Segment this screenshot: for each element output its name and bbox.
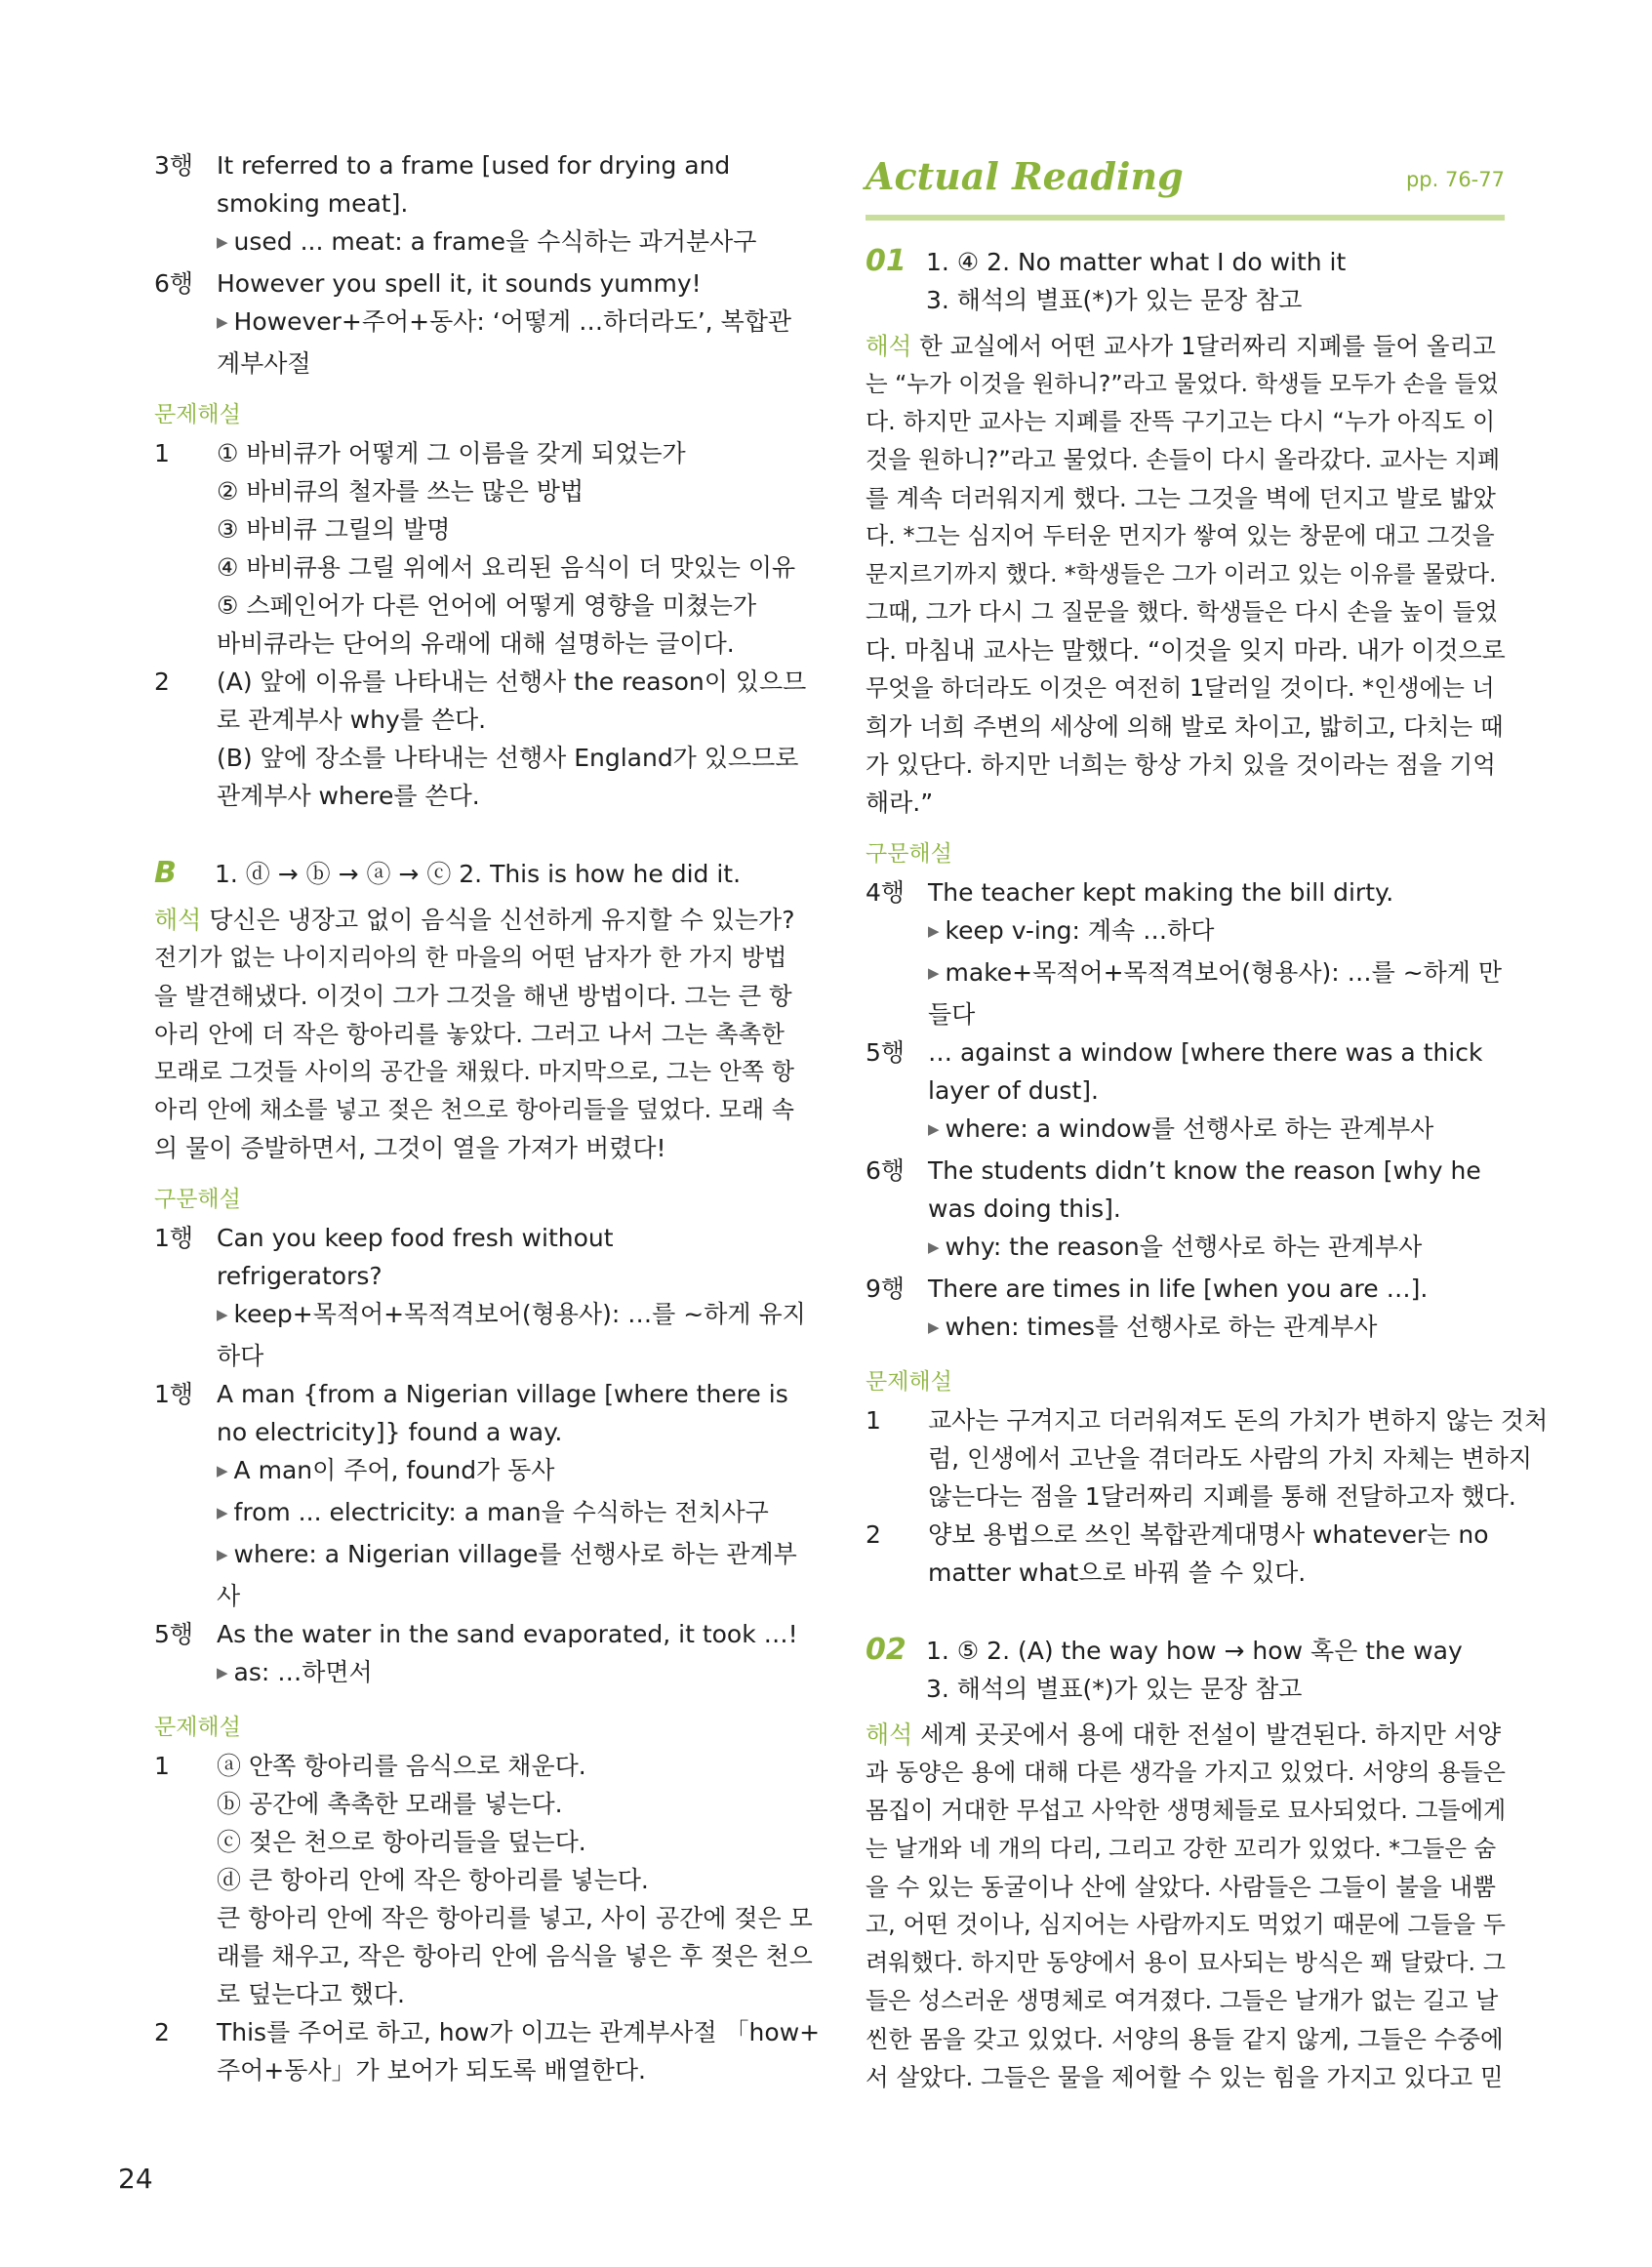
problem-line: 양보 용법으로 쓰인 복합관계대명사 whatever는 no <box>928 1520 1489 1549</box>
syntax-note: ▶ where: a window를 선행사로 하는 관계부사 <box>928 1110 1505 1152</box>
problem-line: 바비큐라는 단어의 유래에 대해 설명하는 글이다. <box>217 629 735 658</box>
syntax-note: ▶ A man이 주어, found가 동사 <box>217 1451 797 1493</box>
translation-line: 를 계속 더러워지게 했다. 그는 그것을 벽에 던지고 발로 밟았 <box>866 484 1496 512</box>
answer-text: 3. 해석의 별표(*)가 있는 문장 참고 <box>926 1675 1303 1703</box>
syntax-sentence: A man {from a Nigerian village [where there is <box>217 1380 788 1408</box>
problem-item <box>154 663 807 815</box>
line-label: 5행 <box>154 1620 194 1648</box>
problem-number: 2 <box>154 668 170 696</box>
line-label: 1행 <box>154 1380 194 1408</box>
answer-line <box>154 854 793 893</box>
syntax-heading: 구문해설 <box>154 1187 241 1212</box>
answer-line <box>866 242 1505 281</box>
syntax-heading: 구문해설 <box>866 841 952 867</box>
translation-line: 아리 안에 더 작은 항아리를 놓았다. 그러고 나서 그는 촉촉한 <box>154 1020 785 1048</box>
translation-line: 모래로 그것들 사이의 공간을 채웠다. 마지막으로, 그는 안쪽 항 <box>154 1058 794 1085</box>
translation-line: 희가 너희 주변의 세상에 의해 발로 차이고, 밟히고, 다치는 때 <box>866 712 1504 741</box>
answer-text: 1. ④ 2. No matter what I do with it <box>926 248 1347 276</box>
line-label: 1행 <box>154 1224 194 1252</box>
translation-line: 그때, 그가 다시 그 질문을 했다. 학생들은 다시 손을 높이 들었 <box>866 598 1498 626</box>
problem-line: (B) 앞에 장소를 나타내는 선행사 England가 있으므로 <box>217 744 799 772</box>
translation-line: 것을 원하니?”라고 물었다. 손들이 다시 올라갔다. 교사는 지폐 <box>866 446 1501 473</box>
syntax-sentence: However you spell it, it sounds yummy! <box>217 269 702 298</box>
translation-line: 다. 마침내 교사는 말했다. “이것을 잊지 마라. 내가 이것으로 <box>866 636 1506 665</box>
problem-line: 교사는 구겨지고 더러워져도 돈의 가치가 변하지 않는 것처 <box>928 1406 1549 1435</box>
problem-number: 1 <box>154 439 170 467</box>
problem-line: ⓑ 공간에 촉촉한 모래를 넣는다. <box>217 1790 563 1818</box>
problem-line: ④ 바비큐용 그릴 위에서 요리된 음식이 더 맛있는 이유 <box>217 553 796 582</box>
translation-line: 씬한 몸을 갖고 있었다. 서양의 용들 같지 않게, 그들은 수중에 <box>866 2025 1504 2053</box>
problem-line: 로 관계부사 why를 쓴다. <box>217 706 487 734</box>
line-label: 5행 <box>866 1038 906 1067</box>
syntax-note: 계부사절 <box>217 349 311 378</box>
syntax-sentence: The students didn’t know the reason [why he <box>928 1156 1481 1185</box>
line-label: 9행 <box>866 1275 906 1303</box>
syntax-note: ▶ from ... electricity: a man을 수식하는 전치사구 <box>217 1493 797 1535</box>
answer-text: 3. 해석의 별표(*)가 있는 문장 참고 <box>926 286 1303 314</box>
translation-line: 몸집이 거대한 무섭고 사악한 생명체들로 묘사되었다. 그들에게 <box>866 1797 1507 1824</box>
syntax-note: ▶ as: …하면서 <box>217 1653 798 1695</box>
syntax-note: ▶ used ... meat: a frame을 수식하는 과거분사구 <box>217 223 793 264</box>
syntax-sentence: was doing this]. <box>928 1194 1121 1223</box>
syntax-note: 사 <box>217 1582 241 1610</box>
syntax-note: ▶ when: times를 선행사로 하는 관계부사 <box>928 1308 1505 1350</box>
translation-line: 고, 어떤 것이나, 심지어는 사람까지도 먹었기 때문에 그들을 두 <box>866 1911 1506 1938</box>
syntax-sentence: smoking meat]. <box>217 189 409 218</box>
translation-line: 과 동양은 용에 대해 다른 생각을 가지고 있었다. 서양의 용들은 <box>866 1759 1506 1786</box>
syntax-entry <box>154 1615 798 1695</box>
problem-line: 않는다는 점을 1달러짜리 지폐를 통해 전달하고자 했다. <box>928 1482 1516 1511</box>
syntax-entry <box>154 1219 806 1375</box>
syntax-sentence: no electricity]} found a way. <box>217 1418 563 1446</box>
problem-item <box>866 1516 1505 1592</box>
syntax-entry <box>866 873 1505 1033</box>
problem-heading: 문제해설 <box>866 1369 952 1395</box>
translation-line: 을 발견해냈다. 이것이 그가 그것을 해낸 방법이다. 그는 큰 항 <box>154 982 792 1010</box>
page-number: 24 <box>118 2163 153 2195</box>
problem-line: (A) 앞에 이유를 나타내는 선행사 the reason이 있으므 <box>217 668 807 696</box>
problem-line: 로 덮는다고 했다. <box>217 1980 405 2008</box>
problem-line: 관계부사 where를 쓴다. <box>217 782 480 810</box>
answer-line <box>866 1631 1505 1670</box>
problem-line: 주어+동사」가 보어가 되도록 배열한다. <box>217 2056 646 2085</box>
problem-heading: 문제해설 <box>154 1715 241 1740</box>
problem-line: 래를 채우고, 작은 항아리 안에 음식을 넣은 후 젖은 천으 <box>217 1942 813 1970</box>
problem-line: ③ 바비큐 그릴의 발명 <box>217 515 451 544</box>
problem-number: 1 <box>866 1406 881 1435</box>
syntax-note: 들다 <box>928 1000 976 1029</box>
line-label: 6행 <box>866 1156 906 1185</box>
problem-line: ⓒ 젖은 천으로 항아리들을 덮는다. <box>217 1828 586 1856</box>
translation-line: 해석 세계 곳곳에서 용에 대한 전설이 발견된다. 하지만 서양 <box>866 1720 1502 1749</box>
answer-text: 1. ⓓ → ⓑ → ⓐ → ⓒ 2. This is how he did it. <box>215 860 742 888</box>
translation-line: 해석 한 교실에서 어떤 교사가 1달러짜리 지폐를 들어 올리고 <box>866 332 1496 360</box>
problem-item <box>154 2013 821 2089</box>
problem-item <box>866 1401 1549 1516</box>
translation-line: 는 “누가 이것을 원하니?”라고 물었다. 학생들 모두가 손을 들었 <box>866 370 1499 397</box>
translation-line: 아리 안에 채소를 넣고 젖은 천으로 항아리들을 덮었다. 모래 속 <box>154 1096 794 1123</box>
line-label: 4행 <box>866 878 906 907</box>
translation-line: 다. *그는 심지어 두터운 먼지가 쌓여 있는 창문에 대고 그것을 <box>866 522 1495 549</box>
translation-line: 무엇을 하더라도 이것은 여전히 1달러일 것이다. *인생에는 너 <box>866 674 1495 702</box>
problem-line: 큰 항아리 안에 작은 항아리를 넣고, 사이 공간에 젖은 모 <box>217 1904 813 1932</box>
question-tag: B <box>154 856 177 890</box>
question-tag: 02 <box>866 1633 907 1667</box>
syntax-note: 하다 <box>217 1342 264 1370</box>
question-tag: 01 <box>866 244 907 278</box>
problem-number: 2 <box>866 1520 881 1549</box>
translation-line: 는 날개와 네 개의 다리, 그리고 강한 꼬리가 있었다. *그들은 숨 <box>866 1835 1497 1862</box>
problem-line: ⑤ 스페인어가 다른 언어에 어떻게 영향을 미쳤는가 <box>217 591 757 620</box>
syntax-sentence: There are times in life [when you are …]. <box>928 1275 1429 1303</box>
syntax-sentence: It referred to a frame [used for drying and <box>217 151 731 180</box>
syntax-note: ▶ However+주어+동사: ‘어떻게 …하더라도’, 복합관 <box>217 303 793 344</box>
syntax-entry <box>154 1375 797 1615</box>
translation-line: 다. 하지만 교사는 지폐를 잔뜩 구기고는 다시 “누가 아직도 이 <box>866 408 1496 435</box>
syntax-sentence: The teacher kept making the bill dirty. <box>928 878 1394 907</box>
syntax-sentence: As the water in the sand evaporated, it took …! <box>217 1620 798 1648</box>
syntax-sentence: layer of dust]. <box>928 1076 1099 1105</box>
translation-line: 을 수 있는 동굴이나 산에 살았다. 사람들은 그들이 불을 내뿜 <box>866 1873 1496 1901</box>
problem-number: 1 <box>154 1752 170 1780</box>
right-column <box>866 146 1549 2096</box>
syntax-entry <box>154 146 793 264</box>
problem-item <box>154 1747 813 2013</box>
syntax-note: ▶ why: the reason을 선행사로 하는 관계부사 <box>928 1228 1505 1270</box>
syntax-note: ▶ keep v-ing: 계속 …하다 <box>928 911 1505 953</box>
section-title: Actual Reading <box>866 154 1184 198</box>
translation-line: 해석 당신은 냉장고 없이 음식을 신선하게 유지할 수 있는가? <box>154 906 795 934</box>
translation-line: 들은 성스러운 생명체로 여겨졌다. 그들은 날개가 없는 길고 날 <box>866 1987 1499 2014</box>
translation-line: 문지르기까지 했다. *학생들은 그가 이러고 있는 이유를 몰랐다. <box>866 560 1497 587</box>
problem-line: matter what으로 바꿔 쓸 수 있다. <box>928 1559 1307 1587</box>
answer-text: 1. ⑤ 2. (A) the way how → how 혹은 the way <box>926 1637 1463 1665</box>
problem-line: This를 주어로 하고, how가 이끄는 관계부사절 「how+ <box>217 2018 821 2046</box>
syntax-entry <box>154 264 793 383</box>
problem-line: ① 바비큐가 어떻게 그 이름을 갖게 되었는가 <box>217 439 686 467</box>
line-label: 3행 <box>154 151 194 180</box>
translation-line: 해라.” <box>866 789 934 817</box>
translation-label: 해석 <box>154 906 202 934</box>
syntax-entry <box>866 1270 1505 1350</box>
syntax-entry <box>866 1033 1505 1152</box>
syntax-sentence: … against a window [where there was a thick <box>928 1038 1483 1067</box>
translation-line: 가 있단다. 하지만 너희는 항상 가치 있을 것이라는 점을 기억 <box>866 750 1496 779</box>
translation-label: 해석 <box>866 332 912 360</box>
syntax-note: ▶ make+목적어+목적격보어(형용사): …를 ~하게 만 <box>928 953 1505 995</box>
syntax-entry <box>866 1152 1505 1270</box>
problem-line: ⓐ 안쪽 항아리를 음식으로 채운다. <box>217 1752 586 1780</box>
problem-number: 2 <box>154 2018 170 2046</box>
syntax-sentence: Can you keep food fresh without <box>217 1224 614 1252</box>
translation-line: 의 물이 증발하면서, 그것이 열을 가져가 버렸다! <box>154 1134 666 1162</box>
problem-line: ② 바비큐의 철자를 쓰는 많은 방법 <box>217 477 584 506</box>
problem-item <box>154 434 796 663</box>
problem-heading: 문제해설 <box>154 402 241 427</box>
section-header <box>866 146 1505 221</box>
problem-line: ⓓ 큰 항아리 안에 작은 항아리를 넣는다. <box>217 1866 649 1894</box>
syntax-note: ▶ keep+목적어+목적격보어(형용사): …를 ~하게 유지 <box>217 1295 806 1337</box>
syntax-sentence: refrigerators? <box>217 1262 383 1290</box>
translation-line: 전기가 없는 나이지리아의 한 마을의 어떤 남자가 한 가지 방법 <box>154 944 787 971</box>
translation-line: 려워했다. 하지만 동양에서 용이 묘사되는 방식은 꽤 달랐다. 그 <box>866 1949 1506 1976</box>
translation-label: 해석 <box>866 1720 913 1749</box>
syntax-note: ▶ where: a Nigerian village를 선행사로 하는 관계부 <box>217 1535 797 1577</box>
translation-line: 서 살았다. 그들은 물을 제어할 수 있는 힘을 가지고 있다고 믿 <box>866 2063 1504 2091</box>
line-label: 6행 <box>154 269 194 298</box>
left-column <box>154 146 821 2089</box>
problem-line: 럼, 인생에서 고난을 겪더라도 사람의 가치 자체는 변하지 <box>928 1444 1533 1473</box>
page-range: pp. 76-77 <box>1405 168 1505 191</box>
